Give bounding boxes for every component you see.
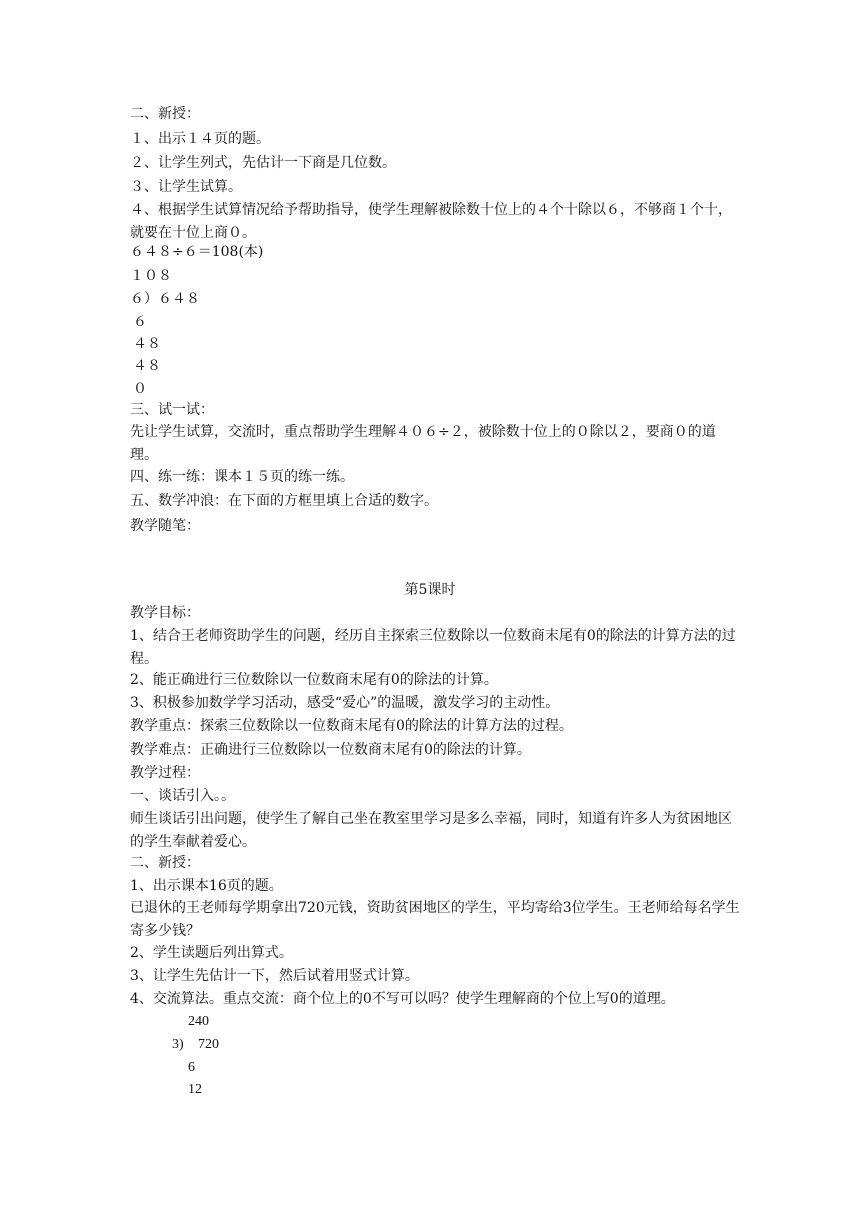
division-step: 12 [188,1082,202,1097]
division-step: ４８ [133,358,161,374]
goals-heading: 教学目标： [130,605,200,621]
heading-practice: 四、练一练：课本１５页的练一练。 [130,469,354,485]
division-dividend: ６）６４８ [130,291,200,307]
division-step: 6 [188,1060,195,1075]
division-divisor: 3) [172,1037,184,1052]
division-remainder: ０ [133,381,147,397]
new-step-4: 4、交流算法。重点交流：商个位上的0不写可以吗？使学生理解商的个位上写0的道理。 [130,991,675,1007]
intro-text: 师生谈话引出问题，使学生了解自己坐在教室里学习是多么幸福，同时，知道有许多人为贫困地区的学生奉献着爱心。 [130,811,732,850]
new-heading: 二、新授： [130,855,200,871]
goal-3: 3、积极参加数学学习活动，感受“爱心”的温暖，激发学习的主动性。 [130,695,560,711]
teaching-notes: 教学随笔： [130,518,200,534]
division-dividend: 720 [198,1037,219,1052]
new-step-2: 2、学生读题后列出算式。 [130,945,293,961]
key-point: 教学重点：探索三位数除以一位数商末尾有0的除法的计算方法的过程。 [130,718,573,734]
intro-heading: 一、谈话引入。。 [130,788,235,804]
division-quotient: 240 [188,1014,209,1029]
process-heading: 教学过程： [130,765,200,781]
goal-2: 2、能正确进行三位数除以一位数商末尾有0的除法的计算。 [130,672,498,688]
new-step-3: 3、让学生先估计一下，然后试着用竖式计算。 [130,968,419,984]
goal-1: 1、结合王老师资助学生的问题，经历自主探索三位数除以一位数商末尾有0的除法的计算方法的过程。 [130,628,736,667]
problem-text: 已退休的王老师每学期拿出720元钱，资助贫困地区的学生，平均寄给3位学生。王老师给每名学生寄多少钱？ [130,900,740,939]
division-step: ４８ [133,336,161,352]
heading-surf: 五、数学冲浪：在下面的方框里填上合适的数字。 [130,493,438,509]
step-4: ４、根据学生试算情况给予帮助指导，使学生理解被除数十位上的４个十除以６，不够商１个十，就要在十位上商０。 [130,202,732,241]
step-3: ３、让学生试算。 [130,179,242,195]
lesson-title: 第5课时 [404,582,456,598]
heading-try: 三、试一试： [130,402,214,418]
new-step-1: 1、出示课本16页的题。 [130,878,283,894]
difficulty: 教学难点：正确进行三位数除以一位数商末尾有0的除法的计算。 [130,742,531,758]
division-step: ６ [133,314,147,330]
try-text: 先让学生试算，交流时，重点帮助学生理解４０６÷２，被除数十位上的０除以２，要商０的道理。 [130,424,716,463]
step-1: １、出示１４页的题。 [130,131,270,147]
heading-new-lesson: 二、新授： [130,106,200,122]
division-quotient: １０８ [130,268,172,284]
equation: ６４８÷６＝108(本) [130,244,264,260]
step-2: ２、让学生列式，先估计一下商是几位数。 [130,155,396,171]
